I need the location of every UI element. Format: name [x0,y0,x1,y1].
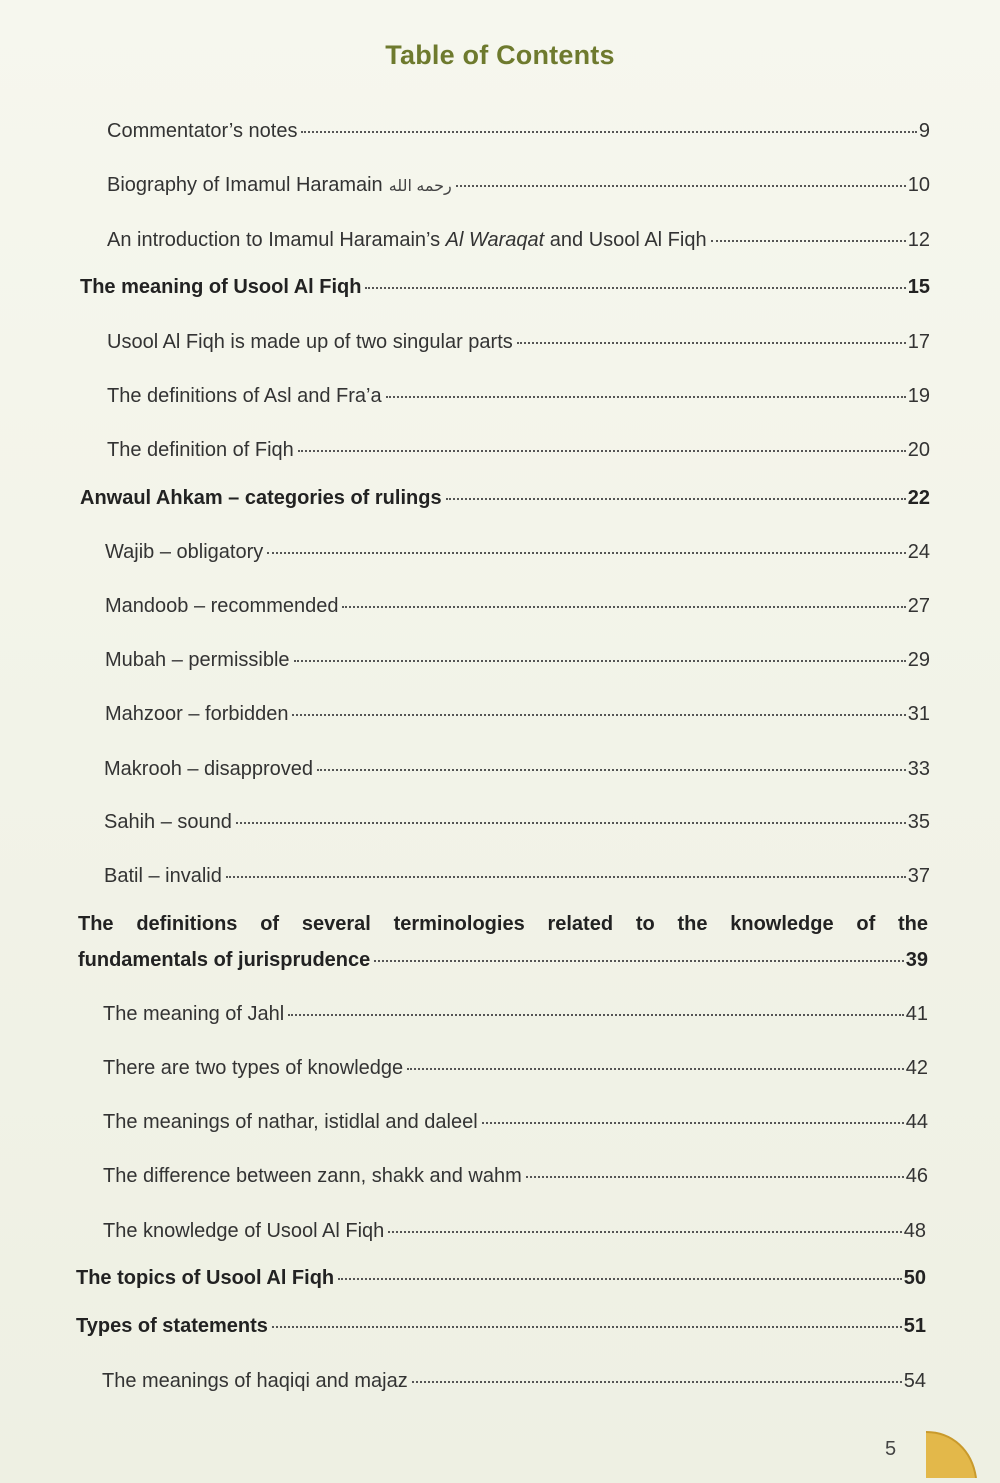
toc-entry[interactable] [103,1164,928,1188]
toc-entry[interactable] [107,228,930,252]
toc-entry-label: Mahzoor – forbidden [105,703,289,725]
leader-dots [317,769,906,771]
toc-entry-page: 15 [907,276,930,298]
book-title-italic: Al Waraqat [445,229,545,251]
toc-entry[interactable] [107,384,930,408]
leader-dots [446,498,906,500]
toc-entry-page: 10 [907,174,930,196]
toc-entry-label: The meaning of Jahl [103,1003,285,1025]
toc-entry-page: 27 [907,595,930,617]
toc-entry-page: 48 [903,1220,926,1242]
leader-dots [365,287,905,289]
toc-entry-page: 19 [907,385,930,407]
toc-entry-page: 50 [903,1267,926,1289]
toc-entry-label: Usool Al Fiqh is made up of two singular parts [107,331,513,353]
toc-entry-label: The topics of Usool Al Fiqh [76,1267,335,1289]
toc-chapter-line1[interactable]: The definitions of several terminologies related to the knowledge of the [78,913,928,935]
toc-entry-label: Commentator’s notes [107,120,298,142]
toc-entry-page: 42 [905,1057,928,1079]
toc-entry-page: 24 [907,541,930,563]
toc-entry-page: 9 [918,120,930,142]
toc-entry-label: Wajib – obligatory [105,541,264,563]
toc-entry-page: 35 [907,811,930,833]
toc-entry-page: 44 [905,1111,928,1133]
toc-entry-label: The meanings of nathar, istidlal and daleel [103,1111,478,1133]
toc-entry-page: 12 [907,229,930,251]
toc-entry-label: The difference between zann, shakk and wahm [103,1165,522,1187]
toc-chapter[interactable] [80,275,930,299]
toc-entry-page: 37 [907,865,930,887]
leader-dots [267,552,906,554]
toc-entry-page: 33 [907,758,930,780]
toc-entry-label: Anwaul Ahkam – categories of rulings [80,487,442,509]
toc-entry[interactable] [103,1219,926,1243]
corner-ornament-icon [922,1428,980,1478]
leader-dots [407,1068,904,1070]
leader-dots [386,396,906,398]
toc-entry-page: 29 [907,649,930,671]
toc-entry[interactable] [104,810,930,834]
toc-entry-label: Biography of Imamul Haramain رحمه الله [107,174,452,196]
toc-entry-label: The definitions of Asl and Fra’a [107,385,382,407]
toc-entry[interactable] [107,438,930,462]
leader-dots [517,342,906,344]
leader-dots [298,450,906,452]
toc-entry[interactable] [103,1056,928,1080]
toc-entry[interactable] [107,173,930,199]
leader-dots [288,1014,904,1016]
leader-dots [338,1278,902,1280]
toc-entry-page: 54 [903,1370,926,1392]
toc-entry-page: 51 [903,1315,926,1337]
toc-entry[interactable] [104,757,930,781]
toc-chapter[interactable] [76,1266,926,1290]
toc-entry-label: Makrooh – disapproved [104,758,314,780]
leader-dots [388,1231,901,1233]
toc-entry-label: The definition of Fiqh [107,439,294,461]
leader-dots [301,131,916,133]
toc-entry-label: The knowledge of Usool Al Fiqh [103,1220,385,1242]
toc-entry[interactable] [105,648,930,672]
toc-entry-page: 46 [905,1165,928,1187]
toc-entry-label: The meaning of Usool Al Fiqh [80,276,362,298]
toc-entry-label: The meanings of haqiqi and majaz [102,1370,408,1392]
toc-entry-label: Types of statements [76,1315,268,1337]
leader-dots [711,240,906,242]
toc-chapter[interactable] [80,486,930,510]
toc-entry[interactable] [103,1002,928,1026]
toc-entry-label: Batil – invalid [104,865,222,887]
toc-entry-page: 31 [907,703,930,725]
leader-dots [236,822,906,824]
toc-entry-page: 41 [905,1003,928,1025]
toc-entry[interactable] [104,864,930,888]
honorific-glyph: رحمه الله [388,178,452,195]
leader-dots [412,1381,902,1383]
leader-dots [374,960,903,962]
leader-dots [226,876,906,878]
toc-entry[interactable] [102,1369,926,1393]
toc-entry[interactable] [105,702,930,726]
toc-entry-page: 20 [907,439,930,461]
leader-dots [482,1122,904,1124]
toc-entry-page: 39 [905,949,928,971]
toc-entry-page: 17 [907,331,930,353]
leader-dots [272,1326,902,1328]
leader-dots [342,606,905,608]
toc-entry[interactable] [105,594,930,618]
toc-entry-label: fundamentals of jurisprudence [78,949,371,971]
toc-entry[interactable] [103,1110,928,1134]
toc-entry-label: An introduction to Imamul Haramain’s Al Waraqat and Usool Al Fiqh [107,229,707,251]
page-number: 5 [885,1438,897,1460]
toc-entry-page: 22 [907,487,930,509]
leader-dots [456,185,906,187]
toc-entry-label: Mubah – permissible [105,649,290,671]
toc-entry-label: Sahih – sound [104,811,232,833]
toc-entry-label: Mandoob – recommended [105,595,339,617]
leader-dots [526,1176,904,1178]
toc-entry[interactable] [105,540,930,564]
toc-chapter[interactable] [76,1314,926,1338]
toc-chapter[interactable] [78,948,928,972]
toc-title: Table of Contents [385,40,615,70]
toc-entry[interactable] [107,330,930,354]
leader-dots [294,660,906,662]
leader-dots [292,714,905,716]
toc-entry[interactable] [107,119,930,143]
toc-entry-label: There are two types of knowledge [103,1057,404,1079]
